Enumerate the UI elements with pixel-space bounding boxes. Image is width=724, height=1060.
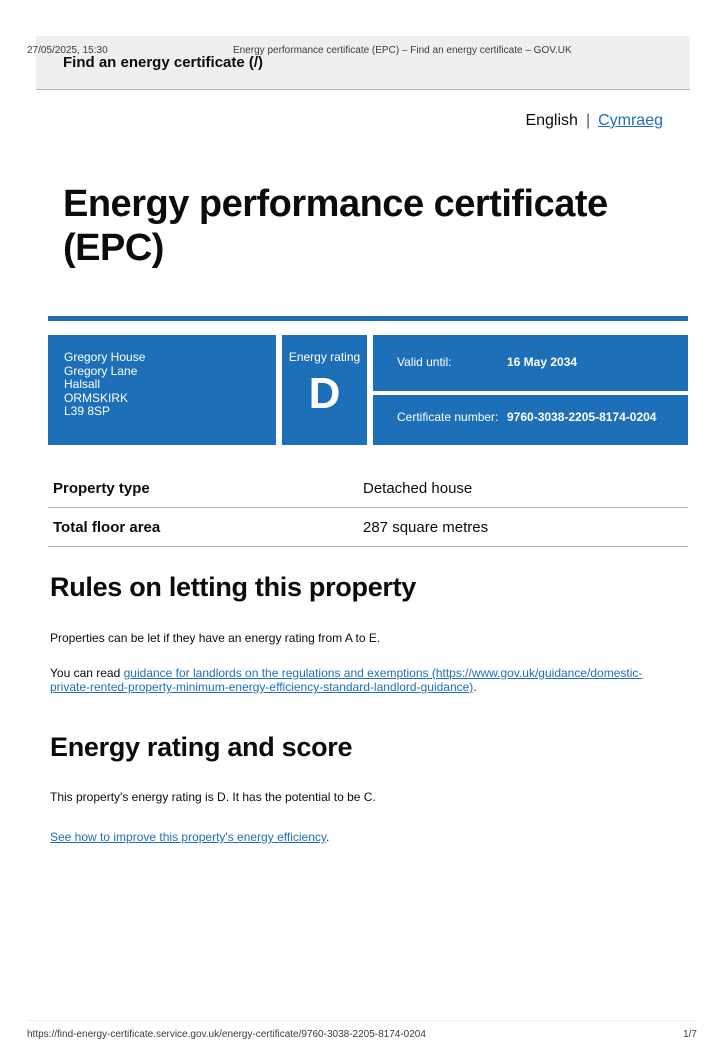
certificate-number-label: Certificate number:	[397, 409, 499, 424]
print-footer	[27, 1020, 697, 1040]
certificate-summary	[48, 335, 688, 445]
valid-until-box	[373, 335, 688, 391]
language-switcher	[48, 110, 688, 132]
print-header-doc-title: Energy performance certificate (EPC) – Find an energy certificate – GOV.UK	[232, 45, 572, 56]
address-box	[48, 335, 276, 445]
certificate-number-box	[373, 395, 688, 446]
main-content	[48, 110, 688, 845]
row-value: Detached house	[363, 480, 473, 497]
section-divider	[48, 316, 688, 321]
service-name-link[interactable]: Find an energy certificate (/)	[63, 54, 264, 71]
improve-text-suffix: .	[325, 830, 330, 844]
address-line: Gregory Lane	[64, 363, 138, 378]
guidance-text-suffix: .	[473, 680, 477, 694]
landlord-guidance-paragraph	[50, 666, 660, 695]
language-current: English	[525, 112, 578, 129]
address-line: Gregory House	[64, 350, 146, 364]
improve-efficiency-paragraph	[50, 830, 688, 845]
address-line: Halsall	[64, 377, 101, 391]
valid-until-value: 16 May 2034	[507, 355, 578, 369]
energy-rating-value: D	[308, 369, 341, 418]
language-separator: |	[585, 112, 591, 129]
energy-rating-label: Energy rating	[288, 350, 361, 364]
certificate-number-value: 9760-3038-2205-8174-0204	[507, 409, 657, 424]
letting-rules-intro: Properties can be let if they have an energy rating from A to E.	[50, 631, 381, 645]
validity-column	[373, 335, 688, 445]
improve-efficiency-link[interactable]: See how to improve this property's energy efficiency	[50, 830, 326, 844]
landlord-guidance-link[interactable]: guidance for landlords on the regulations and exemptions (https://www.gov.uk/guidance/domestic-private-rented-property-minimum-energy-efficiency-standard-landlord-guidance)	[50, 665, 643, 694]
energy-rating-box	[282, 335, 367, 445]
rating-score-heading: Energy rating and score	[50, 731, 353, 762]
address-line: ORMSKIRK	[64, 390, 129, 405]
page-title: Energy performance certificate (EPC)	[63, 183, 608, 269]
guidance-text-prefix: You can read	[50, 665, 124, 680]
row-label: Total floor area	[53, 519, 161, 536]
print-header-datetime: 27/05/2025, 15:30	[27, 45, 108, 56]
print-header	[27, 45, 697, 56]
address-line: L39 8SP	[64, 404, 111, 418]
rating-summary: This property's energy rating is D. It has the potential to be C.	[50, 789, 376, 804]
language-link-cymraeg[interactable]: Cymraeg	[598, 112, 663, 129]
letting-rules-heading: Rules on letting this property	[50, 572, 417, 602]
table-row	[48, 508, 688, 547]
row-value: 287 square metres	[363, 519, 489, 536]
table-row	[48, 469, 688, 508]
row-label: Property type	[53, 480, 150, 497]
print-footer-url: https://find-energy-certificate.service.gov.uk/energy-certificate/9760-3038-2205-8174-0204	[27, 1029, 426, 1040]
print-footer-page-indicator: 1/7	[683, 1029, 697, 1040]
valid-until-label: Valid until:	[397, 355, 452, 369]
property-details-table	[48, 469, 688, 547]
